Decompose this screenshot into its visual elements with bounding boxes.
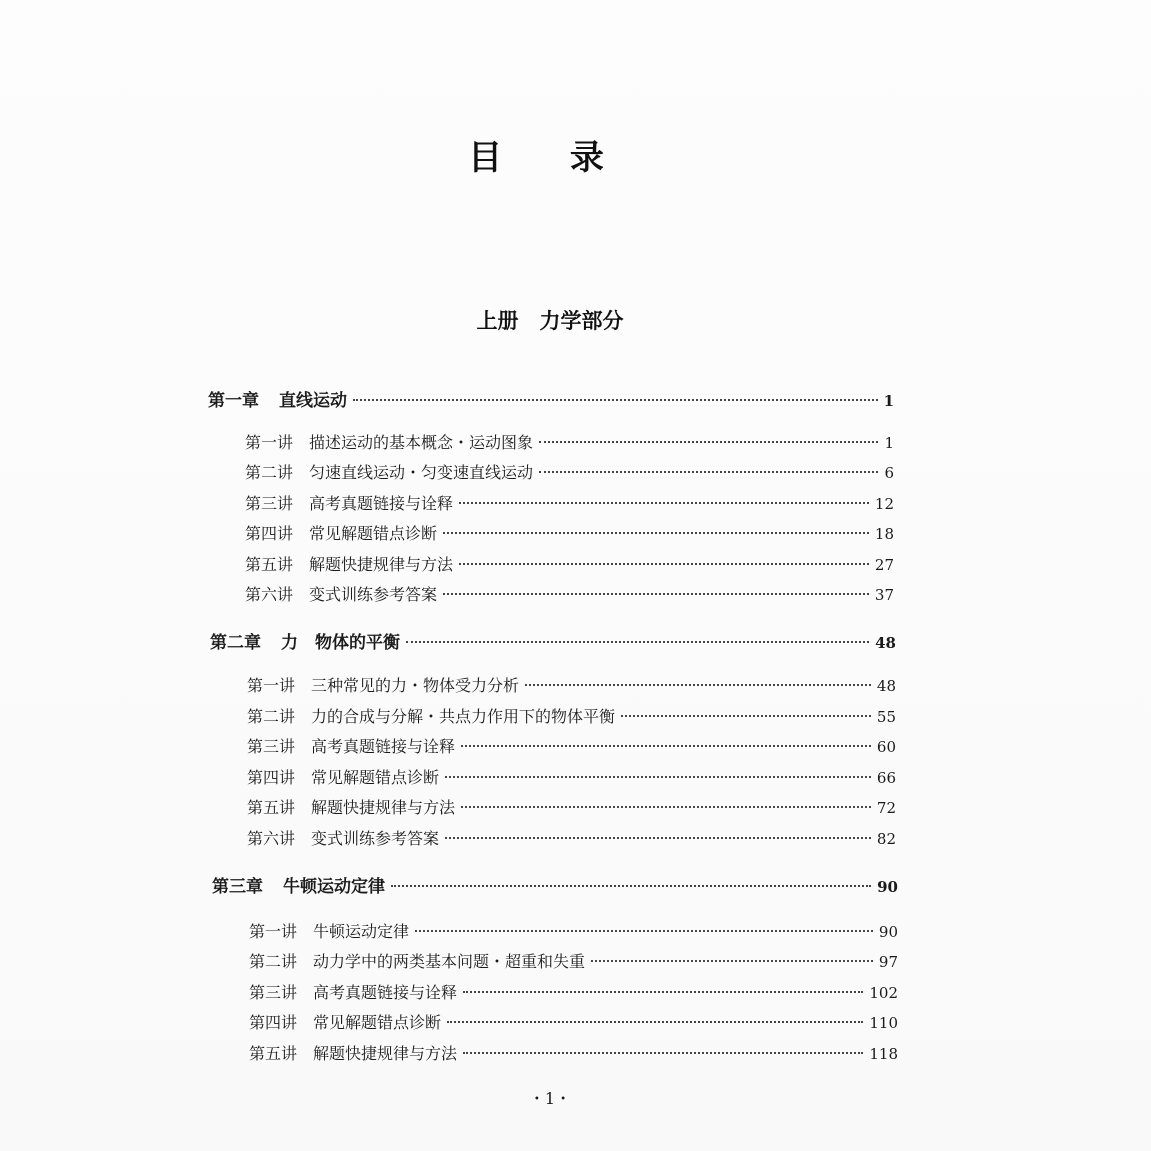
lecture-number: 第三讲 [245, 494, 294, 513]
lecture-name: 高考真题链接与诠释 [309, 494, 454, 513]
lecture-name: 解题快捷规律与方法 [313, 1044, 458, 1063]
lecture-page-number: 37 [874, 586, 894, 604]
toc-lecture[interactable] [249, 919, 898, 943]
lecture-name: 常见解题错点诊断 [313, 1013, 442, 1032]
lecture-number: 第四讲 [245, 524, 294, 543]
lecture-name: 描述运动的基本概念・运动图象 [309, 433, 534, 452]
lecture-name: 三种常见的力・物体受力分析 [311, 676, 520, 695]
lecture-number: 第五讲 [249, 1044, 298, 1063]
lecture-name: 变式训练参考答案 [311, 829, 440, 848]
lecture-name: 解题快捷规律与方法 [309, 555, 454, 574]
lecture-name: 力的合成与分解・共点力作用下的物体平衡 [311, 707, 616, 726]
dot-leader [353, 399, 878, 401]
lecture-number: 第五讲 [245, 555, 294, 574]
lecture-number: 第四讲 [247, 768, 296, 787]
dot-leader [445, 776, 871, 778]
lecture-number: 第三讲 [247, 737, 296, 756]
dot-leader [591, 960, 873, 962]
chapter-name: 力 物体的平衡 [281, 633, 400, 653]
dot-leader [461, 745, 871, 747]
lecture-page-number: 48 [876, 677, 896, 695]
lecture-number: 第二讲 [247, 707, 296, 726]
toc-lecture[interactable] [249, 1041, 898, 1065]
dot-leader [525, 684, 871, 686]
chapter-page-number: 1 [883, 392, 894, 410]
toc-lecture[interactable] [247, 795, 896, 819]
chapter-number: 第三章 [212, 877, 263, 897]
dot-leader [406, 641, 869, 643]
toc-lecture[interactable] [247, 765, 896, 789]
toc-chapter-2[interactable] [210, 628, 896, 652]
toc-lecture[interactable] [245, 521, 894, 545]
dot-leader [443, 593, 869, 595]
chapter-page-number: 90 [877, 878, 898, 896]
part-title: 上册 力学部分 [476, 309, 624, 333]
lecture-page-number: 6 [884, 464, 894, 482]
toc-lecture[interactable] [249, 949, 898, 973]
toc-lecture[interactable] [247, 734, 896, 758]
lecture-page-number: 60 [876, 738, 896, 756]
lecture-name: 匀速直线运动・匀变速直线运动 [309, 463, 534, 482]
chapter-number: 第二章 [210, 633, 261, 653]
page-title: 目 录 [468, 138, 632, 178]
lecture-name: 常见解题错点诊断 [309, 524, 438, 543]
toc-chapter-1[interactable] [208, 386, 894, 410]
dot-leader [459, 502, 869, 504]
dot-leader [445, 837, 871, 839]
toc-lecture[interactable] [245, 460, 894, 484]
dot-leader [621, 715, 871, 717]
dot-leader [415, 930, 873, 932]
page-number: ・1・ [528, 1089, 572, 1108]
lecture-name: 高考真题链接与诠释 [311, 737, 456, 756]
lecture-number: 第一讲 [247, 676, 296, 695]
dot-leader [459, 563, 869, 565]
toc-lecture[interactable] [245, 582, 894, 606]
toc-lecture[interactable] [245, 430, 894, 454]
lecture-page-number: 66 [876, 769, 896, 787]
lecture-page-number: 27 [874, 556, 894, 574]
toc-lecture[interactable] [245, 552, 894, 576]
toc-lecture[interactable] [247, 673, 896, 697]
dot-leader [463, 991, 863, 993]
lecture-number: 第二讲 [249, 952, 298, 971]
lecture-name: 常见解题错点诊断 [311, 768, 440, 787]
toc-lecture[interactable] [247, 826, 896, 850]
lecture-page-number: 118 [869, 1045, 898, 1063]
lecture-page-number: 55 [876, 708, 896, 726]
toc-chapter-3[interactable] [212, 872, 898, 896]
lecture-number: 第六讲 [245, 585, 294, 604]
lecture-page-number: 110 [869, 1014, 898, 1032]
dot-leader [461, 806, 871, 808]
toc-lecture[interactable] [245, 491, 894, 515]
lecture-name: 牛顿运动定律 [313, 922, 410, 941]
chapter-name: 直线运动 [279, 391, 347, 411]
dot-leader [463, 1052, 863, 1054]
dot-leader [539, 471, 878, 473]
chapter-page-number: 48 [875, 634, 896, 652]
toc-lecture[interactable] [249, 980, 898, 1004]
lecture-page-number: 82 [876, 830, 896, 848]
lecture-page-number: 102 [869, 984, 898, 1002]
lecture-page-number: 90 [878, 923, 898, 941]
lecture-page-number: 72 [876, 799, 896, 817]
lecture-page-number: 12 [874, 495, 894, 513]
lecture-number: 第三讲 [249, 983, 298, 1002]
lecture-page-number: 18 [874, 525, 894, 543]
lecture-name: 变式训练参考答案 [309, 585, 438, 604]
lecture-number: 第六讲 [247, 829, 296, 848]
lecture-name: 高考真题链接与诠释 [313, 983, 458, 1002]
dot-leader [447, 1021, 863, 1023]
chapter-name: 牛顿运动定律 [283, 877, 385, 897]
lecture-number: 第二讲 [245, 463, 294, 482]
lecture-page-number: 1 [884, 434, 894, 452]
lecture-page-number: 97 [878, 953, 898, 971]
lecture-number: 第一讲 [245, 433, 294, 452]
lecture-number: 第五讲 [247, 798, 296, 817]
toc-lecture[interactable] [247, 704, 896, 728]
chapter-number: 第一章 [208, 391, 259, 411]
lecture-name: 解题快捷规律与方法 [311, 798, 456, 817]
dot-leader [539, 441, 878, 443]
lecture-number: 第四讲 [249, 1013, 298, 1032]
dot-leader [443, 532, 869, 534]
lecture-name: 动力学中的两类基本问题・超重和失重 [313, 952, 586, 971]
lecture-number: 第一讲 [249, 922, 298, 941]
toc-lecture[interactable] [249, 1010, 898, 1034]
dot-leader [391, 885, 871, 887]
